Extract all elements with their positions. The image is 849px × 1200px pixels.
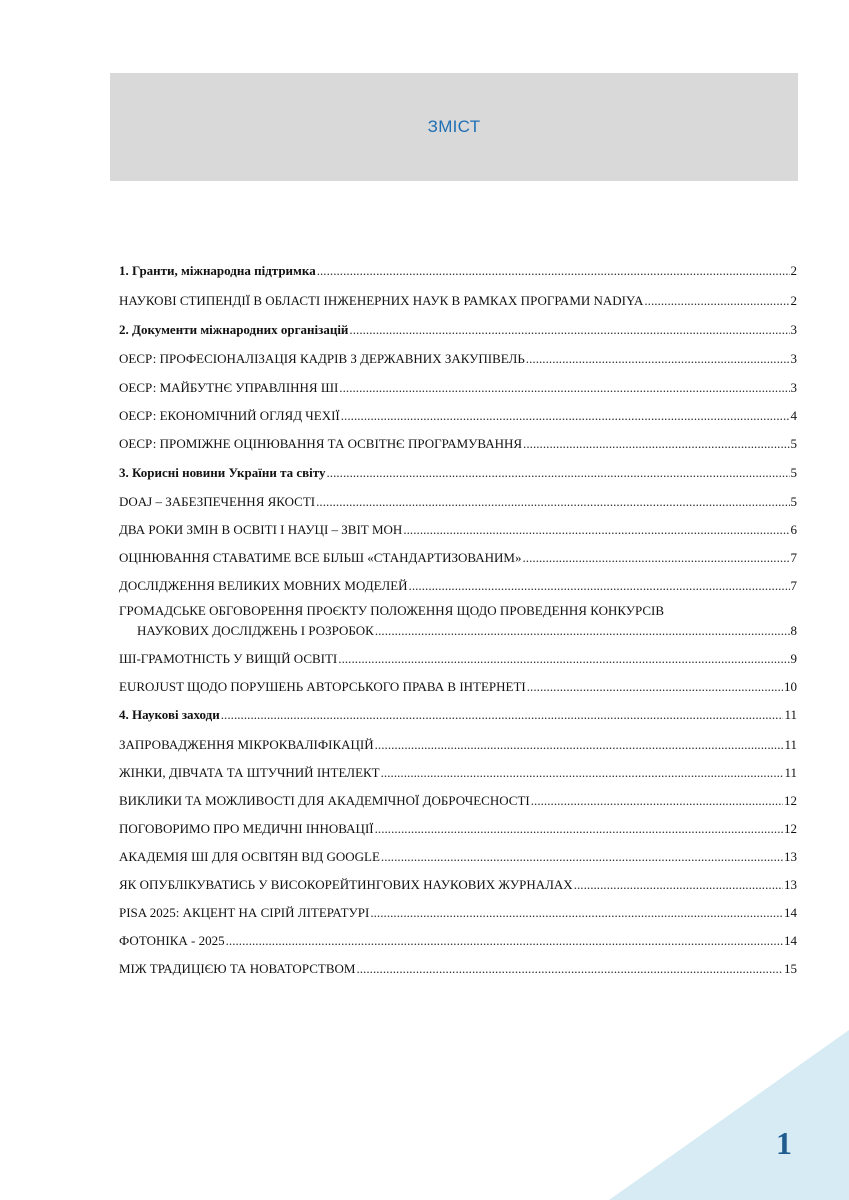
toc-entry-text: EUROJUST ЩОДО ПОРУШЕНЬ АВТОРСЬКОГО ПРАВА В ІНТЕРНЕТІ: [119, 679, 526, 694]
toc-dot-leader: [403, 522, 789, 538]
toc-entry[interactable]: [119, 651, 797, 667]
toc-entry-text: ПОГОВОРИМО ПРО МЕДИЧНІ ІННОВАЦІЇ: [119, 821, 374, 836]
toc-entry[interactable]: [119, 793, 797, 809]
toc-page-number: 10: [784, 679, 797, 694]
toc-dot-leader: [526, 351, 790, 367]
toc-entry-text: ГРОМАДСЬКЕ ОБГОВОРЕННЯ ПРОЄКТУ ПОЛОЖЕННЯ ЩОДО ПРОВЕДЕННЯ КОНКУРСІВ: [119, 603, 665, 618]
toc-entry-text: ФОТОНІКА - 2025: [119, 933, 225, 948]
toc-page-number: 5: [790, 494, 797, 509]
toc-entry-text: АКАДЕМІЯ ШІ ДЛЯ ОСВІТЯН ВІД GOOGLE: [119, 849, 380, 864]
toc-entry-text: ОЕСР: ПРОФЕСІОНАЛІЗАЦІЯ КАДРІВ З ДЕРЖАВНИХ ЗАКУПІВЕЛЬ: [119, 351, 525, 366]
toc-dot-leader: [381, 849, 783, 865]
toc-dot-leader: [349, 322, 789, 338]
toc-dot-leader: [375, 821, 783, 837]
toc-entry[interactable]: [119, 408, 797, 424]
toc-entry-text: ШІ-ГРАМОТНІСТЬ У ВИЩІЙ ОСВІТІ: [119, 651, 338, 666]
toc-entry[interactable]: [119, 961, 797, 977]
toc-page-number: 4: [790, 408, 797, 423]
toc-entry-text: ВИКЛИКИ ТА МОЖЛИВОСТІ ДЛЯ АКАДЕМІЧНОЇ ДОБРОЧЕСНОСТІ: [119, 793, 530, 808]
toc-header-band: [110, 73, 798, 181]
toc-entry[interactable]: [119, 603, 797, 639]
toc-entry-text: 2. Документи міжнародних організацій: [119, 322, 349, 337]
toc-page-number: 14: [784, 905, 797, 920]
toc-entry-text: 4. Наукові заходи: [119, 707, 220, 722]
toc-entry[interactable]: [119, 821, 797, 837]
toc-entry-text: ДВА РОКИ ЗМІН В ОСВІТІ І НАУЦІ – ЗВІТ МОН: [119, 522, 403, 537]
toc-dot-leader: [375, 623, 790, 639]
toc-page-number: 11: [784, 737, 797, 752]
toc-entry[interactable]: [119, 293, 797, 309]
toc-page-number: 7: [790, 578, 797, 593]
toc-dot-leader: [316, 494, 789, 510]
toc-page-number: 8: [790, 623, 797, 638]
toc-dot-leader: [317, 263, 790, 279]
toc-page-number: 7: [790, 550, 797, 565]
toc-entry-text-continued: НАУКОВИХ ДОСЛІДЖЕНЬ І РОЗРОБОК: [137, 623, 374, 638]
toc-page-number: 11: [784, 707, 797, 722]
toc-dot-leader: [370, 905, 783, 921]
toc-page-number: 12: [784, 821, 797, 836]
toc-entry-text: ОЕСР: МАЙБУТНЄ УПРАВЛІННЯ ШІ: [119, 380, 339, 395]
toc-entry-text: ЯК ОПУБЛІКУВАТИСЬ У ВИСОКОРЕЙТИНГОВИХ НАУКОВИХ ЖУРНАЛАХ: [119, 877, 573, 892]
toc-page-number: 14: [784, 933, 797, 948]
toc-entry[interactable]: [119, 849, 797, 865]
toc-entry[interactable]: [119, 707, 797, 723]
toc-page-number: 3: [790, 351, 797, 366]
toc-dot-leader: [375, 737, 784, 753]
toc-page-number: 13: [784, 877, 797, 892]
toc-dot-leader: [341, 408, 790, 424]
toc-page-number: 6: [790, 522, 797, 537]
toc-entry[interactable]: [119, 380, 797, 396]
toc-page-number: 2: [790, 293, 797, 308]
toc-dot-leader: [338, 651, 789, 667]
corner-triangle: [609, 1030, 849, 1200]
toc-page-number: 11: [784, 765, 797, 780]
toc-entry-text: ОЕСР: ПРОМІЖНЕ ОЦІНЮВАННЯ ТА ОСВІТНЄ ПРОГРАМУВАННЯ: [119, 436, 523, 451]
toc-entry[interactable]: [119, 737, 797, 753]
toc-entry[interactable]: [119, 578, 797, 594]
toc-dot-leader: [644, 293, 789, 309]
toc-page-number: 12: [784, 793, 797, 808]
toc-dot-leader: [221, 707, 784, 723]
toc-page-number: 3: [790, 322, 797, 337]
toc-entry-text: ОЦІНЮВАННЯ СТАВАТИМЕ ВСЕ БІЛЬШ «СТАНДАРТИЗОВАНИМ»: [119, 550, 522, 565]
toc-dot-leader: [523, 436, 789, 452]
toc-entry-text: 3. Корисні новини України та світу: [119, 465, 326, 480]
toc-dot-leader: [527, 679, 783, 695]
toc-page-number: 5: [790, 465, 797, 480]
toc-entry-text: ЖІНКИ, ДІВЧАТА ТА ШТУЧНИЙ ІНТЕЛЕКТ: [119, 765, 380, 780]
toc-dot-leader: [523, 550, 790, 566]
toc-dot-leader: [381, 765, 784, 781]
toc-dot-leader: [326, 465, 789, 481]
toc-dot-leader: [531, 793, 783, 809]
toc-entry-text: DOAJ – ЗАБЕЗПЕЧЕННЯ ЯКОСТІ: [119, 494, 316, 509]
toc-entry[interactable]: [119, 679, 797, 695]
toc-page-number: 2: [790, 263, 797, 278]
page-number: 1: [776, 1125, 792, 1161]
toc-entry[interactable]: [119, 263, 797, 279]
toc-dot-leader: [409, 578, 790, 594]
toc-entry-text: 1. Гранти, міжнародна підтримка: [119, 263, 316, 278]
toc-entry-text: ДОСЛІДЖЕННЯ ВЕЛИКИХ МОВНИХ МОДЕЛЕЙ: [119, 578, 408, 593]
toc-entry[interactable]: [119, 522, 797, 538]
toc-entry[interactable]: [119, 550, 797, 566]
toc-entry-text: PISA 2025: АКЦЕНТ НА СІРІЙ ЛІТЕРАТУРІ: [119, 905, 370, 920]
toc-entry[interactable]: [119, 905, 797, 921]
toc-page-number: 5: [790, 436, 797, 451]
toc-dot-leader: [339, 380, 789, 396]
toc-entry[interactable]: [119, 933, 797, 949]
toc-entry[interactable]: [119, 322, 797, 338]
toc-entry-text: МІЖ ТРАДИЦІЄЮ ТА НОВАТОРСТВОМ: [119, 961, 356, 976]
toc-entry[interactable]: [119, 436, 797, 452]
toc-entry[interactable]: [119, 765, 797, 781]
toc-entry[interactable]: [119, 465, 797, 481]
page-title: ЗМІСТ: [427, 117, 481, 136]
toc-entry[interactable]: [119, 494, 797, 510]
toc-dot-leader: [226, 933, 783, 949]
toc-page-number: 13: [784, 849, 797, 864]
toc-entry[interactable]: [119, 351, 797, 367]
toc-page-number: 15: [784, 961, 797, 976]
toc-dot-leader: [574, 877, 783, 893]
toc-page-number: 9: [790, 651, 797, 666]
toc-entry[interactable]: [119, 877, 797, 893]
toc-page-number: 3: [790, 380, 797, 395]
toc-entry-text: ОЕСР: ЕКОНОМІЧНИЙ ОГЛЯД ЧЕХІЇ: [119, 408, 340, 423]
corner-decoration: [609, 1030, 849, 1200]
toc-dot-leader: [356, 961, 783, 977]
toc-entry-text: НАУКОВІ СТИПЕНДІЇ В ОБЛАСТІ ІНЖЕНЕРНИХ НАУК В РАМКАХ ПРОГРАМИ NADIYA: [119, 293, 644, 308]
toc-entry-text: ЗАПРОВАДЖЕННЯ МІКРОКВАЛІФІКАЦІЙ: [119, 737, 374, 752]
